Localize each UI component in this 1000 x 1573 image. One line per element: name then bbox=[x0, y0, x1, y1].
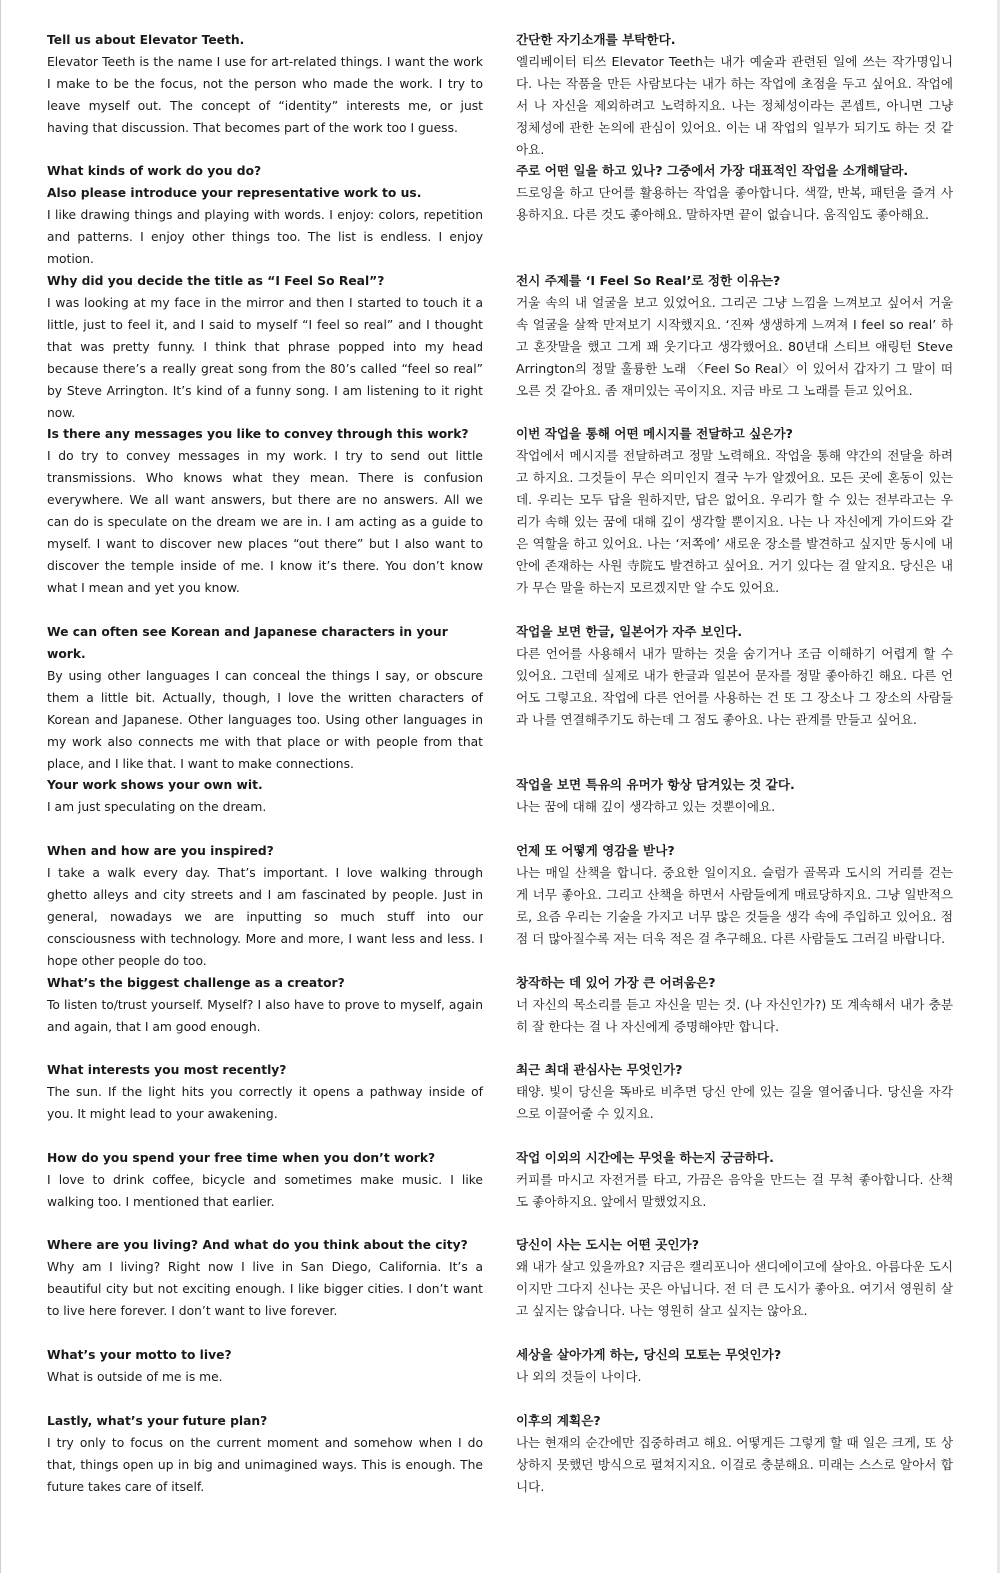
question: 주로 어떤 일을 하고 있나? 그중에서 가장 대표적인 작업을 소개해달라. bbox=[516, 163, 909, 178]
question: 간단한 자기소개를 부탁한다. bbox=[516, 32, 676, 47]
qa-block bbox=[516, 1059, 953, 1125]
qa-block bbox=[516, 621, 953, 731]
qa-block bbox=[47, 1147, 483, 1213]
left-edge-line bbox=[0, 0, 1, 1573]
answer: I do try to convey messages in my work. I try to send out little transmissions. Who knows what they mean. There is confusion everywhere. We all want answers, but there are no answers. All we can do is speculate on the dream we are in. I am acting as a guide to myself. I want to discover new places “out there” but I also want to discover the temple inside of me. I know it’s there. You don’t know what I mean and yet you know. bbox=[47, 449, 483, 595]
question: Tell us about Elevator Teeth. bbox=[47, 33, 245, 47]
question: 이후의 계획은? bbox=[516, 1413, 601, 1428]
qa-block bbox=[47, 1234, 483, 1322]
qa-block bbox=[47, 270, 483, 424]
answer: What is outside of me is me. bbox=[47, 1370, 223, 1384]
answer: 엘리베이터 티쓰 Elevator Teeth는 내가 예술과 관련된 일에 쓰는 작가명입니다. 나는 작품을 만든 사람보다는 내가 하는 작업에 초점을 두고 싶어요. 작업에서 나 자신을 제외하려고 노력하지요. 나는 정체성이라는 콘셉트, 아니면 그냥 정체성에 관한 논의에 관심이 있어요. 이는 내 작업의 일부가 되기도 하는 것 같아요. bbox=[516, 54, 953, 157]
qa-block bbox=[516, 1410, 953, 1498]
qa-block bbox=[516, 29, 953, 161]
question: 작업 이외의 시간에는 무엇을 하는지 궁금하다. bbox=[516, 1150, 774, 1165]
answer: I like drawing things and playing with words. I enjoy: colors, repetition and patterns. I enjoy other things too. The list is endless. I enjoy motion. bbox=[47, 208, 483, 266]
question: 전시 주제를 ‘I Feel So Real’로 정한 이유는? bbox=[516, 273, 781, 288]
answer: 왜 내가 살고 있을까요? 지금은 캘리포니아 샌디에이고에 살아요. 아름다운 도시이지만 그다지 신나는 곳은 아닙니다. 전 더 큰 도시가 좋아요. 여기서 영원히 살고 싶지는 않습니다. 나는 영원히 살고 싶지는 않아요. bbox=[516, 1259, 953, 1318]
qa-block bbox=[516, 840, 953, 950]
question: What’s the biggest challenge as a creator? bbox=[47, 976, 345, 990]
answer: 거울 속의 내 얼굴을 보고 있었어요. 그리곤 그냥 느낌을 느껴보고 싶어서 거울 속 얼굴을 살짝 만져보기 시작했지요. ‘진짜 생생하게 느껴져 I feel so real’ 하고 혼잣말을 했고 그게 꽤 웃기다고 생각했어요. 80년대 스티브 애링턴 Steve Arrington의 정말 훌륭한 노래 〈Feel So Real〉이 있어서 갑자기 그 말이 떠오른 것 같아요. 좀 재미있는 곡이지요. 지금 바로 그 노래를 듣고 있어요. bbox=[516, 295, 953, 398]
question: 작업을 보면 특유의 유머가 항상 담겨있는 것 같다. bbox=[516, 777, 795, 792]
answer: 작업에서 메시지를 전달하려고 정말 노력해요. 작업을 통해 약간의 전달을 하려고 하지요. 그것들이 무슨 의미인지 결국 누가 알겠어요. 모든 곳에 혼동이 있는데. 우리는 모두 답을 원하지만, 답은 없어요. 우리가 할 수 있는 전부라고는 우리가 속해 있는 꿈에 대해 깊이 생각할 뿐이지요. 나는 나 자신에게 가이드와 같은 역할을 하고 있어요. 나는 ‘저쪽에’ 새로운 장소를 발견하고 싶지만 동시에 내 안에 존재하는 사원 寺院도 발견하고 싶어요. 거기 있다는 걸 알지요. 당신은 내가 무슨 말을 하는지 모르겠지만 알 수도 있어요. bbox=[516, 448, 953, 595]
question: We can often see Korean and Japanese characters in your work. bbox=[47, 625, 448, 661]
qa-block bbox=[47, 423, 483, 599]
answer: I try only to focus on the current moment and somehow when I do that, things open up in big and unimagined ways. This is enough. The future takes care of itself. bbox=[47, 1436, 483, 1494]
answer: 너 자신의 목소리를 듣고 자신을 믿는 것. (나 자신인가?) 또 계속해서 내가 충분히 잘 한다는 걸 나 자신에게 증명해야만 합니다. bbox=[516, 997, 953, 1034]
question: What’s your motto to live? bbox=[47, 1348, 232, 1362]
answer: The sun. If the light hits you correctly it opens a pathway inside of you. It might lead to your awakening. bbox=[47, 1085, 483, 1121]
answer: I am just speculating on the dream. bbox=[47, 800, 267, 814]
qa-block bbox=[47, 1344, 483, 1388]
question: When and how are you inspired? bbox=[47, 844, 274, 858]
qa-block bbox=[516, 774, 953, 818]
qa-block bbox=[516, 1344, 953, 1388]
answer: I take a walk every day. That’s important. I love walking through ghetto alleys and city streets and I am fascinated by people. Just in general, nowadays we are inputting so much stuff into our consciousness with technology. More and more, I want less and less. I hope other people do too. bbox=[47, 866, 483, 968]
question: Why did you decide the title as “I Feel So Real”? bbox=[47, 274, 385, 288]
answer: I was looking at my face in the mirror and then I started to touch it a little, just to feel it, and I said to myself “I feel so real” and I thought that was pretty funny. I think that phrase popped into my head because there’s a really great song from the 80’s called “feel so real” by Steve Arrington. It’s kind of a funny song. I am listening to it right now. bbox=[47, 296, 483, 420]
answer: To listen to/trust yourself. Myself? I also have to prove to myself, again and again, that I am good enough. bbox=[47, 998, 483, 1034]
question: 세상을 살아가게 하는, 당신의 모토는 무엇인가? bbox=[516, 1347, 782, 1362]
qa-block bbox=[47, 29, 483, 139]
question: 작업을 보면 한글, 일본어가 자주 보인다. bbox=[516, 624, 743, 639]
answer: 커피를 마시고 자전거를 타고, 가끔은 음악을 만드는 걸 무척 좋아합니다. 산책도 좋아하지요. 앞에서 말했었지요. bbox=[516, 1172, 953, 1209]
qa-block bbox=[516, 270, 953, 402]
qa-block bbox=[516, 972, 953, 1038]
answer: 다른 언어를 사용해서 내가 말하는 것을 숨기거나 조금 이해하기 어렵게 할 수 있어요. 그런데 실제로 내가 한글과 일본어 문자를 정말 좋아하긴 해요. 다른 언어도 그렇고요. 작업에 다른 언어를 사용하는 건 또 그 장소나 그 장소의 사람들과 나를 연결해주기도 하는데 그 점도 좋아요. 나는 관계를 만들고 싶어요. bbox=[516, 646, 953, 727]
qa-block bbox=[516, 160, 953, 226]
question: Is there any messages you like to convey through this work? bbox=[47, 427, 469, 441]
question: Your work shows your own wit. bbox=[47, 778, 263, 792]
qa-block bbox=[47, 774, 483, 818]
qa-block bbox=[47, 1059, 483, 1125]
qa-block bbox=[47, 621, 483, 775]
answer: 나 외의 것들이 나이다. bbox=[516, 1369, 642, 1384]
question: How do you spend your free time when you don’t work? bbox=[47, 1151, 436, 1165]
answer: 나는 현재의 순간에만 집중하려고 해요. 어떻게든 그렇게 할 때 일은 크게, 또 상상하지 못했던 방식으로 펼쳐지지요. 이걸로 충분해요. 미래는 스스로 알아서 합니다. bbox=[516, 1435, 953, 1494]
question: 창작하는 데 있어 가장 큰 어려움은? bbox=[516, 975, 716, 990]
qa-block bbox=[47, 160, 483, 270]
answer: 나는 매일 산책을 합니다. 중요한 일이지요. 슬럼가 골목과 도시의 거리를 걷는 게 너무 좋아요. 그리고 산책을 하면서 사람들에게 매료당하지요. 그냥 일반적으로, 요즘 우리는 기술을 가지고 너무 많은 것들을 생각 속에 주입하고 있어요. 점점 더 많아질수록 저는 더욱 적은 걸 추구해요. 다른 사람들도 그러길 바랍니다. bbox=[516, 865, 953, 946]
answer: 태양. 빛이 당신을 똑바로 비추면 당신 안에 있는 길을 열어줍니다. 당신을 자각으로 이끌어줄 수 있지요. bbox=[516, 1084, 953, 1121]
question: Lastly, what’s your future plan? bbox=[47, 1414, 268, 1428]
qa-block bbox=[47, 1410, 483, 1498]
answer: By using other languages I can conceal the things I say, or obscure them a little bit. Actually, though, I love the written characters of Korean and Japanese. Other languages too. Using other languages in my work also connects me with that place or with people from that place, and I like that. I want to make connections. bbox=[47, 669, 483, 771]
answer: Elevator Teeth is the name I use for art-related things. I want the work I make to be the focus, not the person who made the work. I try to leave myself out. The concept of “identity” interests me, or just having that discussion. That becomes part of the work too I guess. bbox=[47, 55, 483, 135]
question: 언제 또 어떻게 영감을 받나? bbox=[516, 843, 675, 858]
question: 당신이 사는 도시는 어떤 곳인가? bbox=[516, 1237, 699, 1252]
qa-block bbox=[47, 840, 483, 972]
question: 이번 작업을 통해 어떤 메시지를 전달하고 싶은가? bbox=[516, 426, 793, 441]
question: What kinds of work do you do? Also please introduce your representative work to us. bbox=[47, 164, 422, 200]
qa-block bbox=[516, 423, 953, 599]
qa-block bbox=[516, 1147, 953, 1213]
qa-block bbox=[47, 972, 483, 1038]
answer: Why am I living? Right now I live in San Diego, California. It’s a beautiful city but not exciting enough. I like bigger cities. I don’t want to live here forever. I don’t want to live forever. bbox=[47, 1260, 483, 1318]
answer: I love to drink coffee, bicycle and sometimes make music. I like walking too. I mentioned that earlier. bbox=[47, 1173, 483, 1209]
question: What interests you most recently? bbox=[47, 1063, 287, 1077]
answer: 드로잉을 하고 단어를 활용하는 작업을 좋아합니다. 색깔, 반복, 패턴을 즐겨 사용하지요. 다른 것도 좋아해요. 말하자면 끝이 없습니다. 움직임도 좋아해요. bbox=[516, 185, 953, 222]
qa-block bbox=[516, 1234, 953, 1322]
question: 최근 최대 관심사는 무엇인가? bbox=[516, 1062, 683, 1077]
answer: 나는 꿈에 대해 깊이 생각하고 있는 것뿐이에요. bbox=[516, 799, 776, 814]
question: Where are you living? And what do you think about the city? bbox=[47, 1238, 468, 1252]
